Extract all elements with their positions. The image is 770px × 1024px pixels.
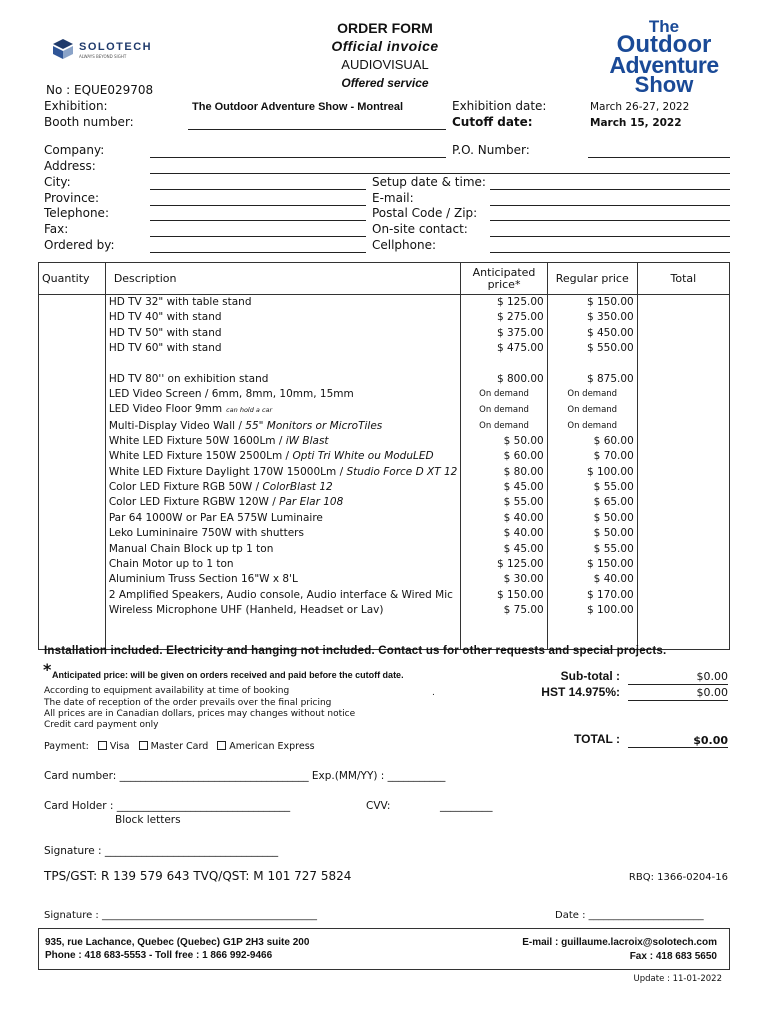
description-cell (105, 572, 461, 587)
solotech-tagline: ALWAYS BEYOND SIGHT (79, 54, 127, 59)
description-text: Color LED Fixture RGB 50W / (108, 481, 263, 494)
description-cell (105, 541, 461, 556)
total-cell (637, 310, 729, 325)
booth-label: Booth number: (44, 115, 134, 129)
rbq-line: RBQ: 1366-0204-16 (628, 872, 728, 883)
signature-2[interactable]: Signature : ___________________________________________ (44, 910, 317, 921)
total-cell (637, 341, 729, 356)
province-label: Province: (44, 191, 100, 205)
amex-label: American Express (229, 741, 315, 752)
subtotal-value: $0.00 (696, 670, 728, 683)
description-cell (105, 603, 461, 618)
total-cell (637, 372, 729, 387)
anticipated-price-cell: $ 30.00 (461, 572, 547, 587)
credit-note: Credit card payment only (44, 720, 159, 730)
regular-price-cell (547, 356, 637, 371)
dot-mark: . (432, 688, 435, 698)
table-row (39, 356, 730, 371)
subtotal-line (628, 684, 728, 685)
description-cell (105, 387, 461, 402)
exhibition-date-value: March 26-27, 2022 (590, 101, 690, 113)
description-text: LED Video Screen / 6mm, 8mm, 10mm, 15mm (108, 388, 354, 401)
quantity-cell[interactable] (39, 387, 106, 402)
availability-note: According to equipment availability at time of booking (44, 686, 290, 696)
quantity-cell[interactable] (39, 526, 106, 541)
description-cell (105, 495, 461, 510)
exhibition-date-label: Exhibition date: (452, 99, 547, 113)
description-text: HD TV 40" with stand (108, 311, 222, 324)
solotech-logo-text: SOLOTECH (79, 41, 153, 53)
block-letters-note: Block letters (115, 814, 181, 826)
ordered-field[interactable] (150, 252, 366, 253)
description-cell (105, 434, 461, 449)
setup-field[interactable] (490, 189, 730, 190)
anticipated-header: Anticipated price* (461, 263, 547, 295)
anticipated-price-cell: $ 40.00 (461, 511, 547, 526)
table-header-row (39, 263, 730, 295)
total-cell (637, 434, 729, 449)
anticipated-price-cell: $ 375.00 (461, 325, 547, 340)
table-row (39, 434, 730, 449)
table-row (39, 572, 730, 587)
anticipated-price-cell: $ 80.00 (461, 465, 547, 480)
city-label: City: (44, 175, 71, 189)
description-model: Studio Force D XT 12 (346, 465, 458, 478)
anticipated-price-cell: $ 55.00 (461, 495, 547, 510)
anticipated-price-cell: $ 75.00 (461, 603, 547, 618)
regular-header: Regular price (547, 263, 637, 295)
description-text: HD TV 50" with stand (108, 326, 222, 339)
description-text: Aluminium Truss Section 16"W x 8'L (108, 573, 298, 586)
regular-price-cell: $ 40.00 (547, 572, 637, 587)
quantity-cell[interactable] (39, 618, 106, 633)
quantity-cell[interactable] (39, 557, 106, 572)
quantity-cell[interactable] (39, 465, 106, 480)
table-row (39, 603, 730, 618)
regular-price-cell: $ 350.00 (547, 310, 637, 325)
card-holder-row (44, 800, 290, 812)
description-text: Chain Motor up to 1 ton (108, 558, 234, 571)
cutoff-value: March 15, 2022 (590, 117, 682, 129)
regular-price-cell: On demand (547, 402, 637, 418)
table-row (39, 372, 730, 387)
payment-row (44, 741, 315, 752)
order-number: No : EQUE029708 (46, 83, 154, 97)
show-logo-line2: Outdoor (616, 31, 712, 58)
regular-price-cell: $ 100.00 (547, 465, 637, 480)
mastercard-checkbox[interactable] (139, 741, 148, 750)
canadian-note: All prices are in Canadian dollars, prices may changes without notice (44, 709, 356, 719)
table-row (39, 402, 730, 418)
regular-price-cell: $ 150.00 (547, 295, 637, 311)
anticipated-price-cell: $ 275.00 (461, 310, 547, 325)
show-logo (598, 18, 730, 95)
quantity-cell[interactable] (39, 572, 106, 587)
signature-label: Signature : (44, 845, 102, 857)
footer-fax: Fax : 418 683 5650 (629, 951, 717, 962)
description-text: Par 64 1000W or Par EA 575W Luminaire (108, 511, 323, 524)
description-text: Wireless Microphone UHF (Hanheld, Headset or Lav) (108, 604, 384, 617)
description-header: Description (105, 263, 461, 295)
regular-price-cell: $ 55.00 (547, 480, 637, 495)
anticipated-price-cell: $ 800.00 (461, 372, 547, 387)
items-table (38, 262, 730, 650)
description-model: 55" Monitors or MicroTiles (245, 419, 383, 432)
regular-price-cell: $ 65.00 (547, 495, 637, 510)
anticipated-price-cell: $ 125.00 (461, 295, 547, 311)
fax-label: Fax: (44, 222, 69, 236)
exhibition-value: The Outdoor Adventure Show - Montreal (192, 101, 404, 113)
table-row (39, 526, 730, 541)
regular-price-cell: $ 55.00 (547, 541, 637, 556)
regular-price-cell: $ 150.00 (547, 557, 637, 572)
total-cell (637, 449, 729, 464)
update-date: Update : 11-01-2022 (633, 974, 722, 984)
total-cell (637, 511, 729, 526)
cutoff-label: Cutoff date: (452, 115, 533, 129)
description-cell (105, 356, 461, 371)
description-cell (105, 465, 461, 480)
description-cell (105, 557, 461, 572)
regular-price-cell: $ 50.00 (547, 526, 637, 541)
email-field[interactable] (490, 205, 730, 206)
mastercard-label: Master Card (150, 741, 209, 752)
table-row (39, 480, 730, 495)
company-field[interactable] (150, 157, 446, 158)
anticipated-price-cell (461, 618, 547, 633)
total-cell (637, 603, 729, 618)
table-row (39, 418, 730, 433)
description-text: Leko Lumininaire 750W with shutters (108, 527, 304, 540)
postal-field[interactable] (490, 220, 730, 221)
quantity-cell[interactable] (39, 480, 106, 495)
quantity-cell[interactable] (39, 356, 106, 371)
anticipated-price-cell: $ 50.00 (461, 434, 547, 449)
hst-label: HST 14.975%: (541, 685, 620, 699)
regular-price-cell: $ 170.00 (547, 588, 637, 603)
anticipated-price-cell: $ 40.00 (461, 526, 547, 541)
company-label: Company: (44, 143, 105, 157)
total-cell (637, 618, 729, 633)
description-text: Color LED Fixture RGBW 120W / (108, 496, 280, 509)
description-model: Par Elar 108 (279, 496, 344, 509)
telephone-label: Telephone: (44, 206, 109, 220)
installation-note: Installation included. Electricity and hanging not included. Contact us for other requests and special projects. (44, 645, 667, 657)
table-row (39, 310, 730, 325)
description-text: HD TV 60" with stand (108, 341, 222, 354)
cell-field[interactable] (490, 252, 730, 253)
regular-price-cell: $ 875.00 (547, 372, 637, 387)
quantity-cell[interactable] (39, 603, 106, 618)
total-cell (637, 588, 729, 603)
anticipated-price-cell: $ 125.00 (461, 557, 547, 572)
onsite-field[interactable] (490, 236, 730, 237)
fax-field[interactable] (150, 236, 366, 237)
anticipated-price-cell: On demand (461, 418, 547, 433)
signature-row (44, 845, 278, 857)
hst-value: $0.00 (696, 686, 728, 699)
total-cell (637, 387, 729, 402)
quantity-cell[interactable] (39, 372, 106, 387)
table-row (39, 618, 730, 633)
amex-checkbox[interactable] (217, 741, 226, 750)
description-text: White LED Fixture Daylight 170W 15000Lm / (108, 465, 347, 478)
table-row (39, 495, 730, 510)
description-cell (105, 480, 461, 495)
table-row (39, 588, 730, 603)
table-row (39, 295, 730, 311)
description-text: Multi-Display Video Wall / (108, 419, 246, 432)
regular-price-cell: On demand (547, 418, 637, 433)
total-cell (637, 356, 729, 371)
asterisk: * (43, 660, 52, 679)
cvv-label: CVV: (366, 800, 391, 812)
total-cell (637, 557, 729, 572)
description-cell (105, 325, 461, 340)
table-row (39, 449, 730, 464)
description-cell (105, 418, 461, 433)
postal-label: Postal Code / Zip: (372, 206, 478, 220)
quantity-cell[interactable] (39, 310, 106, 325)
description-cell (105, 402, 461, 418)
total-label: TOTAL : (574, 732, 620, 746)
description-model: iW Blast (285, 434, 329, 447)
total-cell (637, 495, 729, 510)
footer-phone: Phone : 418 683-5553 - Toll free : 1 866 992-9466 (45, 950, 273, 961)
total-cell (637, 526, 729, 541)
regular-price-cell (547, 618, 637, 633)
description-cell (105, 618, 461, 633)
quantity-cell[interactable] (39, 495, 106, 510)
regular-price-cell: $ 550.00 (547, 341, 637, 356)
show-logo-line4: Show (634, 72, 694, 97)
form-subtitle: Official invoice (331, 38, 439, 54)
card-number-row (44, 770, 445, 782)
regular-price-cell: $ 100.00 (547, 603, 637, 618)
anticipated-price-cell: $ 150.00 (461, 588, 547, 603)
tps-line: TPS/GST: R 139 579 643 TVQ/QST: M 101 727 5824 (44, 869, 352, 883)
onsite-label: On-site contact: (372, 222, 468, 236)
total-header: Total (637, 263, 729, 295)
total-cell (637, 418, 729, 433)
ordered-label: Ordered by: (44, 238, 115, 252)
anticipated-price-cell: $ 45.00 (461, 480, 547, 495)
table-row (39, 341, 730, 356)
quantity-cell[interactable] (39, 341, 106, 356)
quantity-cell[interactable] (39, 325, 106, 340)
anticipated-price-cell: $ 475.00 (461, 341, 547, 356)
anticipated-note: Anticipated price: will be given on orders received and paid before the cutoff date. (52, 670, 404, 680)
subtotal-label: Sub-total : (560, 669, 620, 683)
regular-price-cell: $ 60.00 (547, 434, 637, 449)
reception-note: The date of reception of the order prevails over the final pricing (44, 698, 332, 708)
visa-label: Visa (109, 741, 130, 752)
total-cell (637, 295, 729, 311)
quantity-cell[interactable] (39, 511, 106, 526)
table-row (39, 557, 730, 572)
signature-field[interactable]: _________________________________ (104, 845, 279, 857)
quantity-header: Quantity (39, 263, 106, 295)
card-number-field[interactable]: ____________________________________ (119, 770, 309, 782)
card-number-label: Card number: (44, 770, 117, 782)
form-title: ORDER FORM (337, 20, 433, 36)
footer-address: 935, rue Lachance, Quebec (Quebec) G1P 2H3 suite 200 (45, 937, 310, 948)
exhibition-label: Exhibition: (44, 99, 108, 113)
description-cell (105, 526, 461, 541)
table-row (39, 465, 730, 480)
total-cell (637, 465, 729, 480)
regular-price-cell: $ 450.00 (547, 325, 637, 340)
address-field[interactable] (150, 173, 730, 174)
telephone-field[interactable] (150, 220, 366, 221)
booth-number-line[interactable] (188, 129, 446, 130)
description-text: LED Video Floor 9mm (108, 403, 223, 416)
quantity-cell[interactable] (39, 418, 106, 433)
exp-label: Exp.(MM/YY) : (311, 770, 385, 782)
description-cell (105, 449, 461, 464)
show-logo-line1: The (648, 17, 680, 36)
description-text: White LED Fixture 50W 1600Lm / (108, 434, 286, 447)
hst-line (628, 700, 728, 701)
table-row (39, 325, 730, 340)
description-cell (105, 341, 461, 356)
address-label: Address: (44, 159, 96, 173)
anticipated-price-cell: On demand (461, 402, 547, 418)
footer-contact-box (38, 928, 730, 970)
regular-price-cell: $ 50.00 (547, 511, 637, 526)
anticipated-price-cell (461, 356, 547, 371)
table-row (39, 511, 730, 526)
description-text: Manual Chain Block up tp 1 ton (108, 542, 274, 555)
quantity-cell[interactable] (39, 402, 106, 418)
footer-email[interactable]: E-mail : guillaume.lacroix@solotech.com (522, 937, 717, 948)
cvv-field[interactable]: __________ (440, 800, 493, 812)
quantity-cell[interactable] (39, 434, 106, 449)
regular-price-cell: $ 70.00 (547, 449, 637, 464)
quantity-cell[interactable] (39, 588, 106, 603)
description-model: ColorBlast 12 (262, 481, 333, 494)
description-cell (105, 295, 461, 311)
quantity-cell[interactable] (39, 449, 106, 464)
anticipated-price-cell: $ 45.00 (461, 541, 547, 556)
total-cell (637, 325, 729, 340)
total-value: $0.00 (693, 734, 728, 747)
description-cell (105, 511, 461, 526)
total-cell (637, 572, 729, 587)
cell-label: Cellphone: (372, 238, 437, 252)
total-cell (637, 541, 729, 556)
form-service: Offered service (341, 76, 429, 90)
date-field[interactable]: Date : _______________________ (555, 910, 704, 921)
city-field[interactable] (150, 189, 366, 190)
description-text: White LED Fixture 150W 2500Lm / (108, 450, 293, 463)
exp-field[interactable]: ___________ (387, 770, 446, 782)
quantity-cell[interactable] (39, 295, 106, 311)
card-holder-field[interactable]: _________________________________ (116, 800, 291, 812)
email-label: E-mail: (372, 191, 414, 205)
description-note: can hold a car (226, 406, 273, 415)
description-cell (105, 588, 461, 603)
form-category: AUDIOVISUAL (341, 57, 429, 72)
description-cell (105, 372, 461, 387)
regular-price-cell: On demand (547, 387, 637, 402)
description-text: HD TV 80'' on exhibition stand (108, 372, 269, 385)
total-line (628, 747, 728, 748)
visa-checkbox[interactable] (98, 741, 107, 750)
card-holder-label: Card Holder : (44, 800, 114, 812)
description-text: 2 Amplified Speakers, Audio console, Audio interface & Wired Mic (108, 588, 453, 601)
province-field[interactable] (150, 205, 366, 206)
setup-label: Setup date & time: (372, 175, 486, 189)
description-text: HD TV 32" with table stand (108, 296, 252, 308)
table-row (39, 541, 730, 556)
description-model: Opti Tri White ou ModuLED (292, 450, 434, 463)
anticipated-price-cell: On demand (461, 387, 547, 402)
po-label: P.O. Number: (452, 143, 530, 157)
quantity-cell[interactable] (39, 541, 106, 556)
description-cell (105, 310, 461, 325)
payment-label: Payment: (44, 741, 89, 752)
total-cell (637, 402, 729, 418)
po-field[interactable] (588, 157, 730, 158)
show-logo-line3: Adventure (609, 52, 719, 78)
table-row (39, 387, 730, 402)
total-cell (637, 480, 729, 495)
anticipated-price-cell: $ 60.00 (461, 449, 547, 464)
